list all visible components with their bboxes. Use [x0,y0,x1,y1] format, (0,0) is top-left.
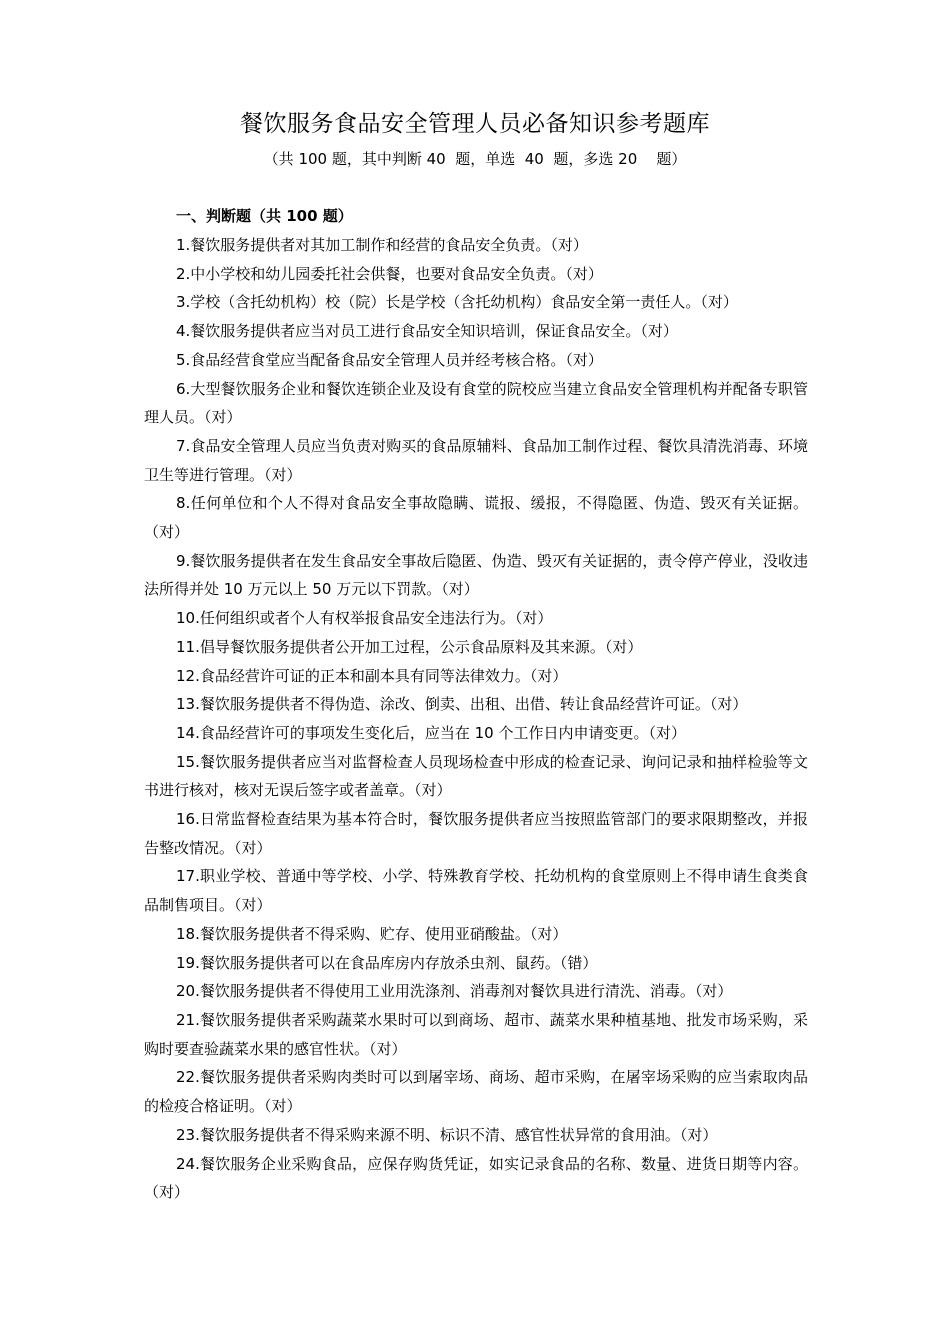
document-subtitle: （共 100 题，其中判断 40 题，单选 40 题，多选 20 题） [263,150,687,168]
question-item: 1.餐饮服务提供者对其加工制作和经营的食品安全负责。（对） [176,236,588,254]
question-item: 2.中小学校和幼儿园委托社会供餐，也要对食品安全负责。（对） [176,264,603,283]
question-item: 19.餐饮服务提供者可以在食品库房内存放杀虫剂、鼠药。（错） [176,953,598,972]
question-item: 6.大型餐饮服务企业和餐饮连锁企业及设有食堂的院校应当建立食品安全管理机构并配备专职管理人员。（对） [144,379,808,427]
question-item: 20.餐饮服务提供者不得使用工业用洗涤剂、消毒剂对餐饮具进行清洗、消毒。（对） [176,982,733,1001]
question-item: 17.职业学校、普通中等学校、小学、特殊教育学校、托幼机构的食堂原则上不得申请生食类食品制售项目。（对） [144,867,808,915]
question-item: 5.食品经营食堂应当配备食品安全管理人员并经考核合格。（对） [176,350,603,369]
question-list [144,231,808,1207]
question-item: 12.食品经营许可证的正本和副本具有同等法律效力。（对） [176,666,568,685]
question-item: 22.餐饮服务提供者采购肉类时可以到屠宰场、商场、超市采购，在屠宰场采购的应当索取肉品的检疫合格证明。（对） [144,1068,808,1116]
question-item: 14.食品经营许可的事项发生变化后，应当在 10 个工作日内申请变更。（对） [176,723,686,742]
question-item: 23.餐饮服务提供者不得采购来源不明、标识不清、感官性状异常的食用油。（对） [176,1125,718,1144]
question-item: 18.餐饮服务提供者不得采购、贮存、使用亚硝酸盐。（对） [176,924,568,943]
section-heading: 一、判断题（共 100 题） [176,207,353,225]
question-item: 24.餐饮服务企业采购食品，应保存购货凭证，如实记录食品的名称、数量、进货日期等内容。（对） [144,1154,808,1202]
document-title: 餐饮服务食品安全管理人员必备知识参考题库 [240,111,710,137]
question-item: 16.日常监督检查结果为基本符合时，餐饮服务提供者应当按照监管部门的要求限期整改，并报告整改情况。（对） [144,810,808,857]
question-item: 3.学校（含托幼机构）校（院）长是学校（含托幼机构）食品安全第一责任人。（对） [176,293,738,312]
question-item: 4.餐饮服务提供者应当对员工进行食品安全知识培训，保证食品安全。（对） [176,322,678,341]
question-item: 21.餐饮服务提供者采购蔬菜水果时可以到商场、超市、蔬菜水果种植基地、批发市场采购，采购时要查验蔬菜水果的感官性状。（对） [144,1010,808,1058]
question-item: 9.餐饮服务提供者在发生食品安全事故后隐匿、伪造、毁灭有关证据的，责令停产停业，没收违法所得并处 10 万元以上 50 万元以下罚款。（对） [144,551,808,599]
question-item: 10.任何组织或者个人有权举报食品安全违法行为。（对） [176,609,553,628]
question-item: 11.倡导餐饮服务提供者公开加工过程，公示食品原料及其来源。（对） [176,637,643,656]
question-item: 13.餐饮服务提供者不得伪造、涂改、倒卖、出租、出借、转让食品经营许可证。（对） [176,695,748,714]
question-item: 15.餐饮服务提供者应当对监督检查人员现场检查中形成的检查记录、询问记录和抽样检验等文书进行核对，核对无误后签字或者盖章。（对） [144,752,808,800]
question-item: 7.食品安全管理人员应当负责对购买的食品原辅料、食品加工制作过程、餐饮具清洗消毒、环境卫生等进行管理。（对） [144,436,808,484]
question-item: 8.任何单位和个人不得对食品安全事故隐瞒、谎报、缓报，不得隐匿、伪造、毁灭有关证据。（对） [144,494,808,542]
